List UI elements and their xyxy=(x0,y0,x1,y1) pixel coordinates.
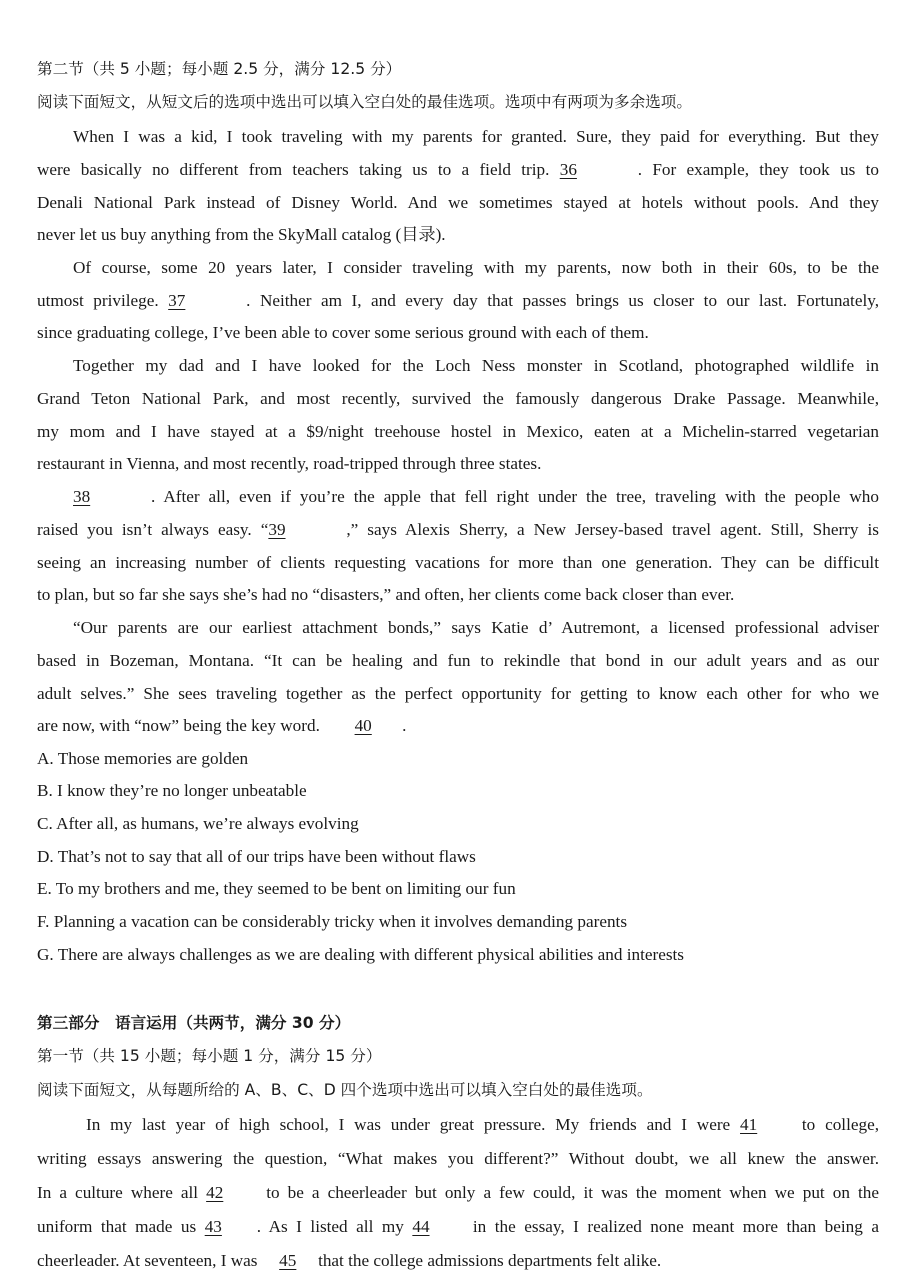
passage1-line: adult selves.” She sees traveling together as the perfect opportunity for getting to know each other for who we xyxy=(37,684,879,703)
passage1-line: When I was a kid, I took traveling with my parents for granted. Sure, they paid for everything. But they xyxy=(73,127,879,146)
passage1-line: seeing an increasing number of clients requesting vacations for more than one generation. They can be difficult xyxy=(37,553,879,572)
text-span: In a culture where all xyxy=(37,1183,199,1202)
text-span: cheerleader. At seventeen, I was xyxy=(37,1251,258,1270)
passage1-line: Of course, some 20 years later, I consider traveling with my parents, now both in their 60s, to be the xyxy=(73,258,879,277)
text-span: ,” says Alexis Sherry, a New Jersey-based travel agent. Still, Sherry is xyxy=(346,520,879,539)
passage1-line: never let us buy anything from the SkyMall catalog (目录). xyxy=(37,225,446,244)
text-span: in the essay, I realized none meant more than being a xyxy=(472,1217,879,1236)
option-b: B. I know they’re no longer unbeatable xyxy=(37,781,307,800)
passage1-line xyxy=(37,715,879,737)
option-c: C. After all, as humans, we’re always evolving xyxy=(37,814,359,833)
blank-42: 42 xyxy=(206,1183,224,1202)
text-span: were basically no different from teachers taking us to a field trip. xyxy=(37,160,550,179)
text-span: to be a cheerleader but only a few could, it was the moment when we put on the xyxy=(266,1183,879,1202)
blank-38: 38 xyxy=(73,487,91,506)
option-d: D. That’s not to say that all of our trips have been without flaws xyxy=(37,847,476,866)
passage1-line: Together my dad and I have looked for the Loch Ness monster in Scotland, photographed wildlife in xyxy=(73,356,879,375)
text-span: are now, with “now” being the key word. xyxy=(37,716,320,735)
option-e: E. To my brothers and me, they seemed to be bent on limiting our fun xyxy=(37,879,516,898)
passage1-line xyxy=(37,159,879,181)
passage1-line: Grand Teton National Park, and most recently, survived the famously dangerous Drake Passage. Meanwhile, xyxy=(37,389,879,408)
text-span: . Neither am I, and every day that passes brings us closer to our last. Fortunately, xyxy=(246,291,879,310)
passage1-line xyxy=(37,290,879,312)
part3-header: 第三部分 语言运用（共两节，满分 30 分） xyxy=(37,1014,351,1032)
section2-instruction: 阅读下面短文，从短文后的选项中选出可以填入空白处的最佳选项。选项中有两项为多余选项。 xyxy=(37,93,692,111)
text-span: In my last year of high school, I was under great pressure. My friends and I were xyxy=(86,1115,731,1134)
text-span: raised you isn’t always easy. “ xyxy=(37,520,269,539)
text-span: . After all, even if you’re the apple that fell right under the tree, traveling with the people who xyxy=(151,487,879,506)
text-span: . xyxy=(402,716,407,735)
blank-43: 43 xyxy=(204,1217,222,1236)
passage2-line xyxy=(37,1216,879,1238)
blank-41: 41 xyxy=(740,1115,758,1134)
passage1-line: to plan, but so far she says she’s had no “disasters,” and often, her clients come back closer than ever. xyxy=(37,585,735,604)
blank-39: 39 xyxy=(268,520,286,539)
text-span: uniform that made us xyxy=(37,1217,197,1236)
section1-instruction: 阅读下面短文，从每题所给的 A、B、C、D 四个选项中选出可以填入空白处的最佳选项。 xyxy=(37,1081,653,1099)
blank-36: 36 xyxy=(559,160,577,179)
passage1-line: based in Bozeman, Montana. “It can be healing and fun to rekindle that bond in our adult years and as our xyxy=(37,651,879,670)
passage1-line: restaurant in Vienna, and most recently, road-tripped through three states. xyxy=(37,454,542,473)
text-span: to college, xyxy=(801,1115,879,1134)
blank-37: 37 xyxy=(168,291,186,310)
passage2-line xyxy=(86,1114,879,1136)
section1-header: 第一节（共 15 小题；每小题 1 分，满分 15 分） xyxy=(37,1047,382,1065)
passage2-line xyxy=(37,1250,879,1272)
option-a: A. Those memories are golden xyxy=(37,749,249,768)
passage1-line: my mom and I have stayed at a $9/night treehouse hostel in Mexico, eaten at a Michelin-starred vegetarian xyxy=(37,422,879,441)
passage2-line xyxy=(37,1182,879,1204)
passage2-line: writing essays answering the question, “What makes you different?” Without doubt, we all knew the answer. xyxy=(37,1149,879,1168)
blank-44: 44 xyxy=(412,1217,430,1236)
text-span: that the college admissions departments felt alike. xyxy=(318,1251,662,1270)
section2-header: 第二节（共 5 小题；每小题 2.5 分，满分 12.5 分） xyxy=(37,60,402,78)
passage1-line: Denali National Park instead of Disney World. And we sometimes stayed at hotels without pools. And they xyxy=(37,193,879,212)
passage1-line xyxy=(37,519,879,541)
passage1-line xyxy=(73,486,879,508)
blank-45: 45 xyxy=(279,1251,297,1270)
blank-40: 40 xyxy=(354,716,372,735)
text-span: utmost privilege. xyxy=(37,291,159,310)
passage1-line: since graduating college, I’ve been able to cover some serious ground with each of them. xyxy=(37,323,649,342)
option-g: G. There are always challenges as we are dealing with different physical abilities and interests xyxy=(37,945,684,964)
text-span: . For example, they took us to xyxy=(637,160,879,179)
passage1-line: “Our parents are our earliest attachment bonds,” says Katie d’ Autremont, a licensed professional adviser xyxy=(73,618,879,637)
text-span: . As I listed all my xyxy=(256,1217,404,1236)
option-f: F. Planning a vacation can be considerably tricky when it involves demanding parents xyxy=(37,912,628,931)
